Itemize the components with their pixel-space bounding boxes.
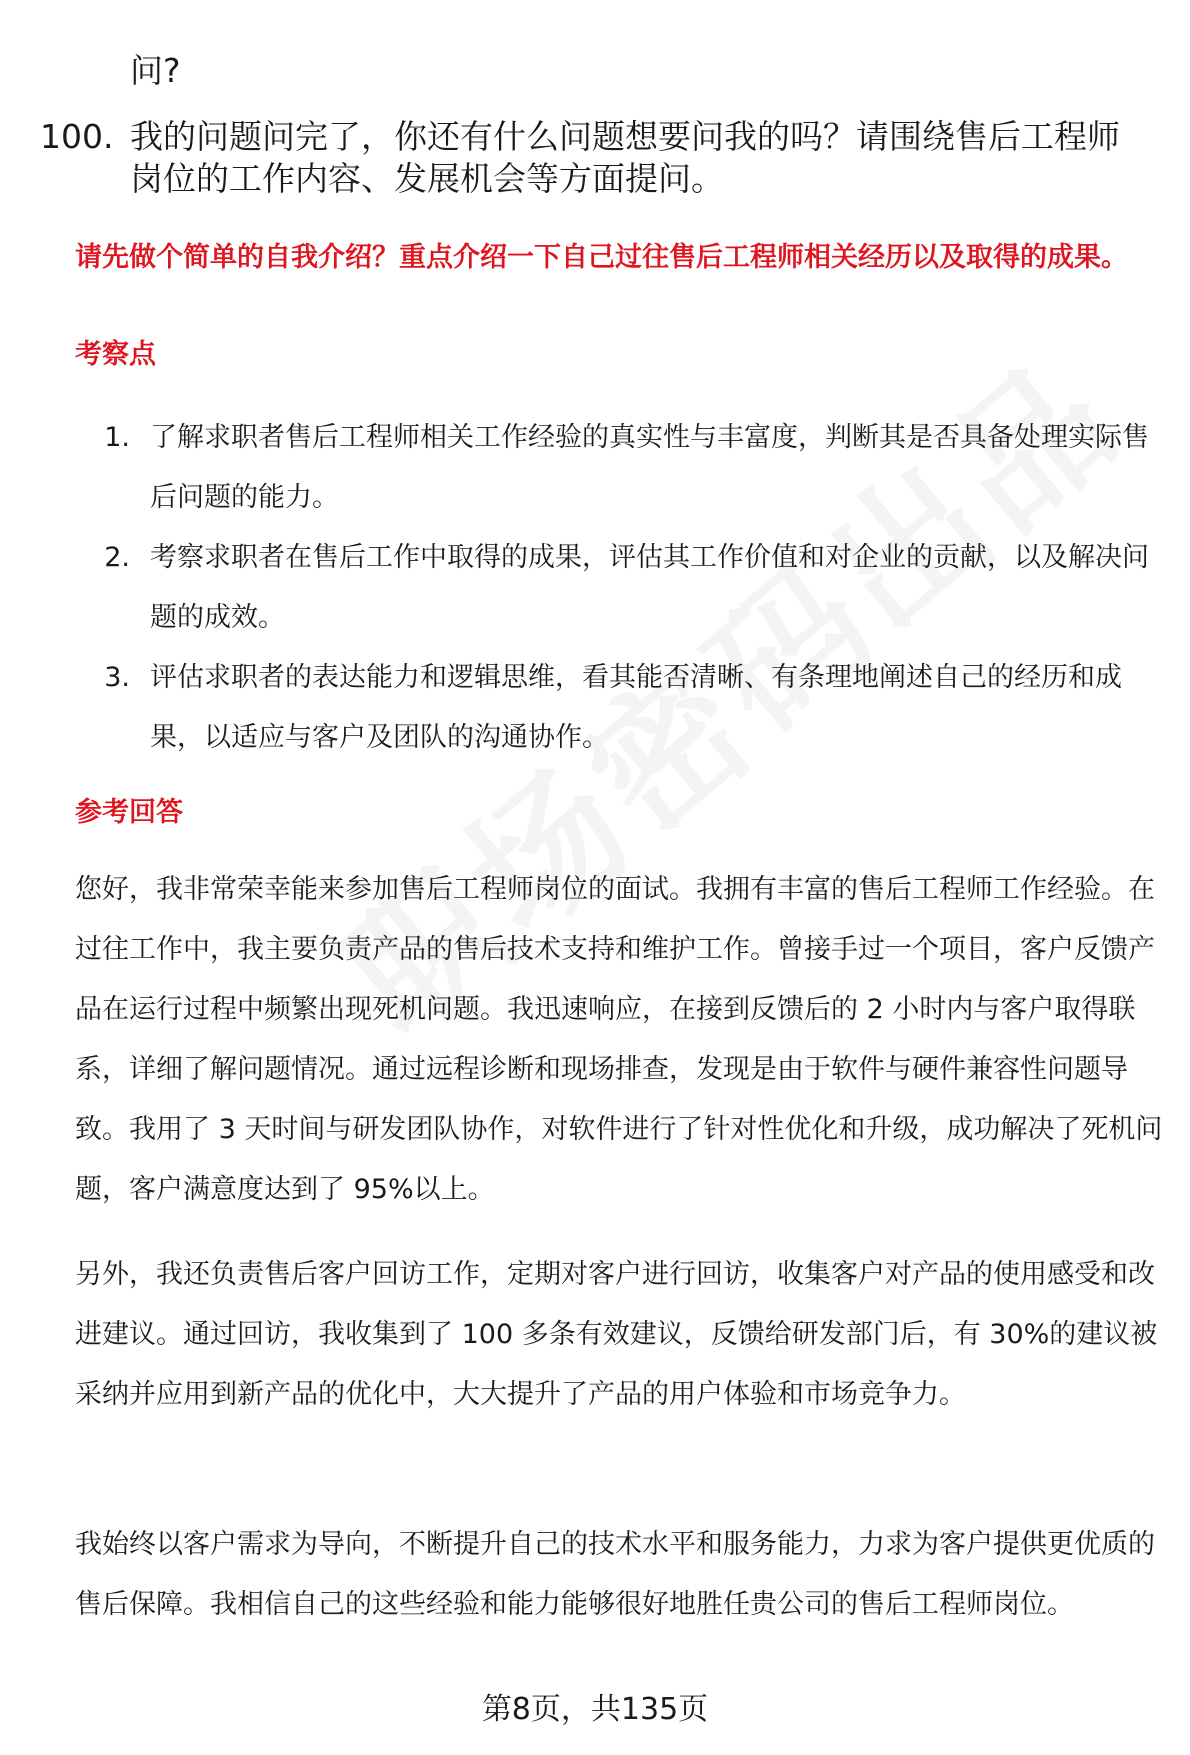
question-text: 我的问题问完了，你还有什么问题想要问我的吗？请围绕售后工程师岗位的工作内容、发展机会等方面提问。: [130, 117, 1120, 198]
list-item: [75, 408, 1160, 528]
answer-paragraph: 您好，我非常荣幸能来参加售后工程师岗位的面试。我拥有丰富的售后工程师工作经验。在过往工作中，我主要负责产品的售后技术支持和维护工作。曾接手过一个项目，客户反馈产品在运行过程中频繁出现死机问题。我迅速响应，在接到反馈后的 2 小时内与客户取得联系，详细了解问题情况。通过远程诊断和现场排查，发现是由于软件与硬件兼容性问题导致。我用了 3 天时间与研发团队协作，对软件进行了针对性优化和升级，成功解决了死机问题，客户满意度达到了 95%以上。: [75, 874, 1163, 1205]
list-item-number: 3.: [104, 662, 130, 693]
list-item-number: 2.: [104, 542, 130, 573]
question-item-100: [40, 116, 1150, 200]
list-item-number: 1.: [104, 422, 130, 453]
answer-paragraph: 我始终以客户需求为导向，不断提升自己的技术水平和服务能力，力求为客户提供更优质的售后保障。我相信自己的这些经验和能力能够很好地胜任贵公司的售后工程师岗位。: [75, 1529, 1155, 1620]
answer-paragraph: 另外，我还负责售后客户回访工作，定期对客户进行回访，收集客户对产品的使用感受和改进建议。通过回访，我收集到了 100 多条有效建议，反馈给研发部门后，有 30%的建议被采纳并应用到新产品的优化中，大大提升了产品的用户体验和市场竞争力。: [75, 1259, 1158, 1410]
list-item-text: 了解求职者售后工程师相关工作经验的真实性与丰富度，判断其是否具备处理实际售后问题的能力。: [150, 422, 1149, 513]
page-number-footer: 第8页，共135页: [481, 1692, 709, 1727]
answer-heading: 参考回答: [75, 797, 183, 828]
section-question-title: 请先做个简单的自我介绍？重点介绍一下自己过往售后工程师相关经历以及取得的成果。: [75, 242, 1128, 273]
points-heading: 考察点: [75, 339, 156, 370]
list-item-text: 考察求职者在售后工作中取得的成果，评估其工作价值和对企业的贡献，以及解决问题的成效。: [150, 542, 1149, 633]
list-item: [75, 648, 1160, 768]
list-item: [75, 528, 1160, 648]
points-list: [75, 408, 1160, 768]
list-item-text: 评估求职者的表达能力和逻辑思维，看其能否清晰、有条理地阐述自己的经历和成果，以适应与客户及团队的沟通协作。: [150, 662, 1122, 753]
previous-question-continuation: 问?: [130, 51, 181, 90]
question-number: 100.: [40, 117, 114, 156]
